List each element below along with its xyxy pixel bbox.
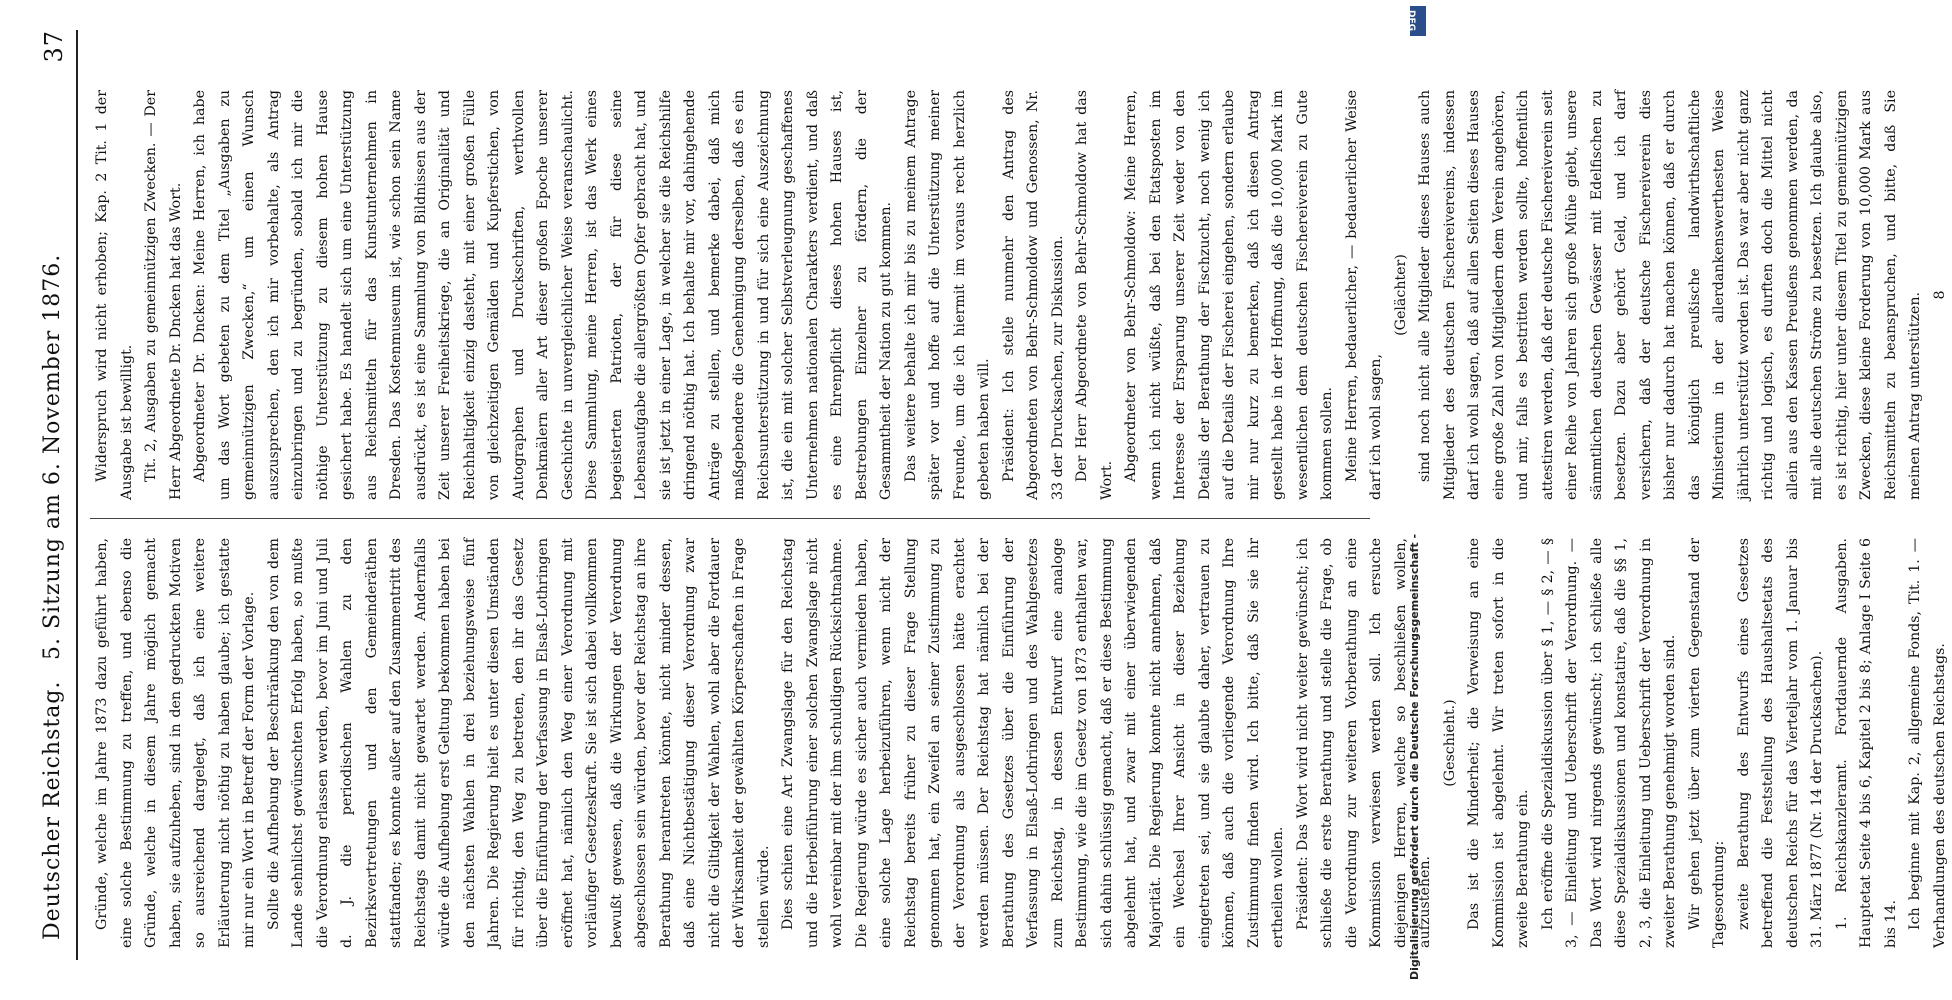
paragraph: (Gelächter) bbox=[1392, 254, 1409, 336]
paragraph: Sollte die Aufhebung der Beschränkung den von dem Lande sehnlichst gewünschten Erfolg haben, so mußte die Verordnung erlassen werden, bevor im Juni und Juli d. J. die periodischen Wahlen zu den Bezirksvertretungen und den Gemeinderäthen stattfanden; es konnte außer auf den Zusammentritt des Reichstags damit nicht gewartet werden. Andernfalls würde die Aufhebung erst Geltung bekommen haben bei den nächsten Wahlen in drei beziehungsweise fünf Jahren. Die Regierung hielt es unter diesen Umständen für richtig, den Weg zu betreten, den ihr das Gesetz über die Einführung der Verfassung in Elsaß-Lothringen eröffnet hat, nämlich den Weg einer Verordnung mit vorläufiger Gesetzeskraft. Sie ist sich dabei vollkommen bewußt gewesen, daß die Wirkungen der Verordnung abgeschlossen sein würden, bevor der Reichstag an ihre Berathung herantreten könnte, nicht minder dessen, daß eine Nichtbestätigung dieser Verordnung zwar nicht die Giltigkeit der Wahlen, wohl aber die Fortdauer der Wirksamkeit der gewählten Körperschaften in Frage stellen würde. bbox=[265, 538, 772, 948]
page-number: 37 bbox=[40, 30, 68, 63]
paragraph: Ich beginne mit Kap. 2, allgemeine Fonds, Tit. 1. — Verhandlungen des deutschen Reichstags. bbox=[1907, 538, 1948, 948]
paragraph: 1. Reichskanzleramt. Fortdauernde Ausgaben. Hauptetat Seite 4 bis 6, Kapitel 2 bis 8; Anlage I Seite 6 bis 14. bbox=[1833, 538, 1899, 948]
paragraph: Wir gehen jetzt über zum vierten Gegenstand der Tagesordnung: bbox=[1686, 538, 1727, 948]
paragraph: Ich eröffne die Spezialdiskussion über § 1, — § 2, — § 3, — Einleitung und Ueberschrift der Verordnung. — Das Wort wird nirgends gewünscht; ich schließe alle diese Spezialdiskussionen und konstatire, daß die §§ 1, 2, 3, die Einleitung und Ueberschrift der Verordnung in zweiter Berathung genehmigt worden sind. bbox=[1539, 538, 1678, 948]
header-session: 5. Sitzung am 6. November 1876. bbox=[40, 253, 65, 660]
paragraph: Abgeordneter von Behr-Schmoldow: Meine Herren, wenn ich nicht wüßte, daß bei den Etatsposten im Interesse der Ersparung unserer Zeit weder von den Details der Berathung der Fischzucht, noch wenig ich auf die Details der Fischerei eingehen, sondern erlaube mir nur kurz zu bemerken, daß ich diesen Antrag gestellt habe in der Hoffnung, daß die 10,000 Mark im wesentlichen dem deutschen Fischereiverein zu Gute kommen sollen. bbox=[1123, 90, 1335, 500]
paragraph: Präsident: Das Wort wird nicht weiter gewünscht; ich schließe die erste Berathung und stelle die Frage, ob die Verordnung zur weiteren Vorberathung an eine Kommission verwiesen werden soll. Ich ersuche diejenigen Herren, welche so beschließen wollen, aufzustehen. bbox=[1294, 538, 1433, 948]
paragraph: zweite Berathung des Entwurfs eines Gesetzes betreffend die Feststellung des Haushaltsetats des deutschen Reichs für das Vierteljahr vom 1. Januar bis 31. März 1877 (Nr. 14 der Drucksachen). bbox=[1735, 538, 1825, 948]
dfg-watermark bbox=[1404, 20, 1426, 980]
paragraph: Der Herr Abgeordnete von Behr-Schmoldow hat das Wort. bbox=[1074, 90, 1115, 500]
dfg-logo: DFG bbox=[1410, 6, 1426, 36]
paragraph: (Geschieht.) bbox=[1441, 699, 1458, 787]
paragraph: Meine Herren, bedauerlicher, — bedauerlicher Weise darf ich wohl sagen, bbox=[1343, 90, 1384, 500]
paragraph: Abgeordneter Dr. Dncken: Meine Herren, ich habe um das Wort gebeten zu dem Titel „Ausgaben zu gemeinnützigen Zwecken,“ um einen Wunsch auszusprechen, den ich mir vorbehalte, als Antrag einzubringen und zu begründen, sobald ich mir die nöthige Unterstützung zu diesem hohen Hause gesichert habe. Es handelt sich um eine Unterstützung aus Reichsmitteln für das Kunstunternehmen in Dresden. Das Kostenmuseum ist, wie schon sein Name ausdrückt, es ist eine Sammlung von Bildnissen aus der Zeit unserer Freiheitskriege, die an Originalität und Reichhaltigkeit einzig dasteht, mit einer großen Fülle von gleichzeitigen Gemälden und Kupferstichen, von Autographen und Druckschriften, werthvollen Denkmälern aller Art dieser großen Epoche unserer Geschichte in unvergleichlicher Weise veranschaulicht. Diese Sammlung, meine Herren, ist das Werk eines begeisterten Patrioten, der für diese seine Lebensaufgabe die allergrößten Opfer gebracht hat, und sie ist jetzt in einer Lage, in welcher sie die Reichshilfe dringend nöthig hat. Ich behalte mir vor, dahingehende Anträge zu stellen, und bemerke dabei, daß mich maßgebendere die Genehmigung derselben, daß es ein Reichsunterstützung in und für sich eine Auszeichnung ist, die ein mit solcher Selbstverleugnung geschaffenes Unternehmen nationalen Charakters verdient, und daß es eine Ehrenpflicht dieses hohen Hauses ist, Bestrebungen Einzelner zu fördern, die der Gesammtheit der Nation zu gut kommen. bbox=[192, 90, 894, 500]
header-publication: Deutscher Reichstag. bbox=[40, 680, 65, 940]
paragraph: Das weitere behalte ich mir bis zu meinem Antrage später vor und hoffe auf die Unterstützung meiner Freunde, um die ich hiermit im voraus recht herzlich gebeten haben will. bbox=[902, 90, 992, 500]
paragraph: Präsident: Ich stelle nunmehr den Antrag des Abgeordneten von Behr-Schmoldow und Genossen, Nr. 33 der Drucksachen, zur Diskussion. bbox=[1000, 90, 1066, 500]
paragraph: Dies schien eine Art Zwangslage für den Reichstag und die Herbeiführung einer solchen Zwangslage nicht wohl vereinbar mit der ihm schuldigen Rücksichtnahme. Die Regierung würde es sicher auch vermieden haben, eine solche Lage herbeizuführen, wenn nicht der Reichstag bereits früher zu dieser Frage Stellung genommen hat, ein Zweifel an seiner Zustimmung zu der Verordnung als ausgeschlossen hätte erachtet werden müssen. Der Reichstag hat nämlich bei der Berathung des Gesetzes über die Einführung der Verfassung in Elsaß-Lothringen und des Wahlgesetzes zum Reichstag, in dessen Entwurf eine analoge Bestimmung, wie die im Gesetz von 1873 enthalten war, sich dahin schlüssig gemacht, daß er diese Bestimmung abgelehnt hat, und zwar mit einer überwiegenden Majorität. Die Regierung konnte nicht annehmen, daß ein Wechsel Ihrer Ansicht in dieser Beziehung eingetreten sei, und sie glaubte daher, vertrauen zu können, daß auch die vorliegende Verordnung Ihre Zustimmung finden wird. Ich bitte, daß Sie sie ihr ertheilen wollen. bbox=[780, 538, 1286, 948]
dfg-watermark-text: Digitalisierung gefördert durch die Deutsche Forschungsgemeinschaft - bbox=[1408, 533, 1421, 980]
paragraph: 8 bbox=[1931, 290, 1948, 300]
paragraph: Das ist die Minderheit; die Verweisung an eine Kommission ist abgelehnt. Wir treten sofort in die zweite Berathung ein. bbox=[1466, 538, 1531, 948]
paragraph: Gründe, welche im Jahre 1873 dazu geführt haben, eine solche Bestimmung zu treffen, und ebenso die Gründe, welche in diesem Jahre möglich gemacht haben, sie aufzuheben, sind in den gedruckten Motiven so ausreichend dargelegt, daß ich eine weitere Erläuterung nicht nöthig zu haben glaube; ich gestatte mir nur ein Wort in Betreff der Form der Vorlage. bbox=[94, 538, 257, 948]
right-column bbox=[90, 90, 1948, 500]
paragraph: sind noch nicht alle Mitglieder dieses Hauses auch Mitglieder des deutschen Fischereivereins, indessen darf ich wohl sagen, daß auf allen Seiten dieses Hauses eine große Zahl von Mitgliedern dem Verein angehören, und mir, falls es bestritten werden sollte, hoffentlich attestiren werden, daß der deutsche Fischereiverein seit einer Reihe von Jahren sich große Mühe giebt, unsere sämmtlichen deutschen Gewässer mit Edelfischen zu besetzen. Dazu aber gehört Geld, und ich darf versichern, daß der deutsche Fischereiverein dies bisher nur dadurch hat machen können, daß er durch das königlich preußische landwirthschaftliche Ministerium in der allerdankenswerthesten Weise jährlich unterstützt worden ist. Das war aber nicht ganz richtig und logisch, es durften doch die Mittel nicht allein aus den Kassen Preußens genommen werden, da mit alle deutschen Ströme zu besetzen. Ich glaube also, es ist richtig, hier unter diesem Titel zu gemeinnützigen Zwecken, diese kleine Forderung von 10,000 Mark aus Reichsmitteln zu beanspruchen, und bitte, daß Sie meinen Antrag unterstützen. bbox=[1417, 90, 1923, 500]
paragraph: Tit. 2, Ausgaben zu gemeinnützigen Zwecken. — Der Herr Abgeordnete Dr. Dncken hat das Wort. bbox=[143, 90, 184, 500]
paragraph: Widerspruch wird nicht erhoben; Kap. 2 Tit. 1 der Ausgabe ist bewilligt. bbox=[94, 90, 135, 500]
page-header bbox=[36, 30, 78, 960]
column-divider bbox=[90, 518, 1370, 519]
